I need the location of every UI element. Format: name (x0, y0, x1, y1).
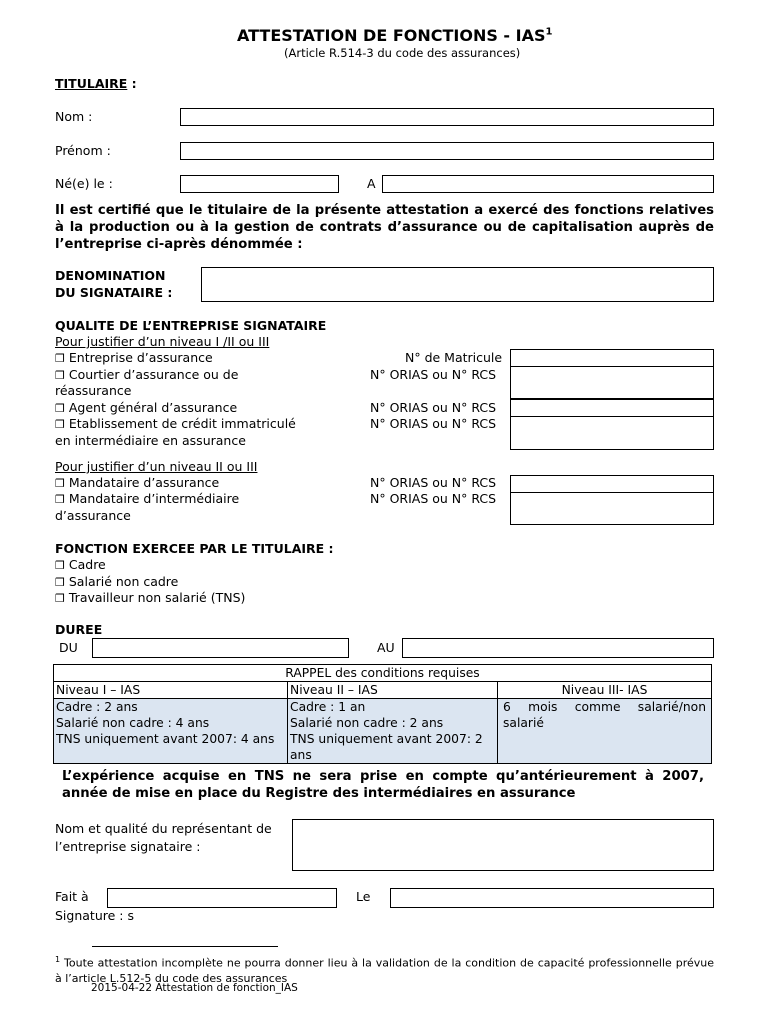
duree-heading: DUREE (55, 622, 103, 637)
birthplace-field[interactable] (382, 175, 714, 193)
checkbox-icon: ❒ (55, 418, 65, 431)
orias-label-mandataire: N° ORIAS ou N° RCS (370, 475, 497, 490)
checkbox-entreprise[interactable]: ❒ Entreprise d’assurance (55, 350, 213, 365)
footnote-ref: 1 (545, 26, 553, 38)
rappel-header-niveau1: Niveau I – IAS (54, 682, 288, 699)
prenom-label: Prénom : (55, 143, 111, 158)
rappel-cell-niveau1: Cadre : 2 ans Salarié non cadre : 4 ans TNS uniquement avant 2007: 4 ans (54, 699, 288, 764)
checkbox-icon: ❒ (55, 592, 65, 605)
checkbox-icon: ❒ (55, 352, 65, 365)
birthplace-label: A (367, 176, 376, 191)
checkbox-etablissement[interactable]: ❒ Etablissement de crédit immatriculé (55, 416, 296, 431)
fonction-heading: FONCTION EXERCEE PAR LE TITULAIRE : (55, 541, 334, 556)
du-label: DU (59, 640, 78, 655)
checkbox-icon: ❒ (55, 402, 65, 415)
denomination-label-2: DU SIGNATAIRE : (55, 285, 173, 300)
nom-label: Nom : (55, 109, 93, 124)
courtier-label-2: réassurance (55, 383, 132, 398)
birthdate-field[interactable] (180, 175, 339, 193)
document-reference: 2015-04-22 Attestation de fonction_IAS (91, 982, 298, 994)
checkbox-icon: ❒ (55, 493, 65, 506)
denomination-label-1: DENOMINATION (55, 268, 166, 283)
orias-label-mandataire-int: N° ORIAS ou N° RCS (370, 491, 497, 506)
orias-field-mandataire-int[interactable] (510, 492, 714, 525)
rappel-cell-niveau3: 6 mois comme salarié/non salarié (498, 699, 712, 764)
orias-field-etablissement[interactable] (510, 416, 714, 450)
etablissement-label-2: en intermédiaire en assurance (55, 433, 246, 448)
le-label: Le (356, 889, 371, 904)
orias-label-agent: N° ORIAS ou N° RCS (370, 400, 497, 415)
checkbox-mandataire[interactable]: ❒ Mandataire d’assurance (55, 475, 220, 490)
rappel-table (53, 664, 712, 764)
orias-field-agent[interactable] (510, 399, 714, 417)
nom-field[interactable] (180, 108, 714, 126)
titulaire-heading: TITULAIRE : (55, 76, 137, 91)
signature-label: Signature : s (55, 908, 134, 923)
footnote-divider (92, 946, 278, 947)
checkbox-salarie[interactable]: ❒ Salarié non cadre (55, 574, 179, 589)
birthdate-label: Né(e) le : (55, 176, 113, 191)
checkbox-mandataire-intermediaire[interactable]: ❒ Mandataire d’intermédiaire (55, 491, 240, 506)
orias-label-courtier: N° ORIAS ou N° RCS (370, 367, 497, 382)
orias-label-etablissement: N° ORIAS ou N° RCS (370, 416, 497, 431)
certification-text: Il est certifié que le titulaire de la présente attestation a exercé des fonctions relatives à la production ou à la gestion de contrats d’assurance ou de capitalisation auprès de l’entreprise ci-après dénommée : (55, 203, 714, 252)
qualite-heading: QUALITE DE L’ENTREPRISE SIGNATAIRE (55, 318, 327, 333)
checkbox-tns[interactable]: ❒ Travailleur non salarié (TNS) (55, 590, 246, 605)
niveau2-label: Pour justifier d’un niveau II ou III (55, 459, 258, 474)
rappel-cell-niveau2: Cadre : 1 an Salarié non cadre : 2 ans TNS uniquement avant 2007: 2 ans (288, 699, 498, 764)
representant-field[interactable] (292, 819, 714, 871)
rappel-header-niveau2: Niveau II – IAS (288, 682, 498, 699)
le-field[interactable] (390, 888, 714, 908)
mandataire-int-label-2: d’assurance (55, 508, 131, 523)
checkbox-agent[interactable]: ❒ Agent général d’assurance (55, 400, 238, 415)
fait-field[interactable] (107, 888, 337, 908)
denomination-field[interactable] (201, 267, 714, 302)
page-subtitle: (Article R.514-3 du code des assurances) (284, 46, 521, 60)
checkbox-icon: ❒ (55, 369, 65, 382)
niveau1-label: Pour justifier d’un niveau I /II ou III (55, 334, 270, 349)
rappel-title: RAPPEL des conditions requises (54, 665, 712, 682)
du-field[interactable] (92, 638, 349, 658)
prenom-field[interactable] (180, 142, 714, 160)
checkbox-icon: ❒ (55, 576, 65, 589)
matricule-field[interactable] (510, 349, 714, 367)
experience-note: L’expérience acquise en TNS ne sera prise en compte qu’antérieurement à 2007, année de mise en place du Registre des intermédiaires en assurance (62, 769, 704, 801)
representant-label-2: l’entreprise signataire : (55, 839, 201, 854)
checkbox-icon: ❒ (55, 477, 65, 490)
page-title: ATTESTATION DE FONCTIONS - IAS$^1$ (237, 26, 553, 45)
fait-label: Fait à (55, 889, 89, 904)
orias-field-courtier[interactable] (510, 366, 714, 399)
checkbox-courtier[interactable]: ❒ Courtier d’assurance ou de (55, 367, 239, 382)
au-label: AU (377, 640, 395, 655)
matricule-label: N° de Matricule (405, 350, 503, 365)
orias-field-mandataire[interactable] (510, 475, 714, 493)
rappel-header-niveau3: Niveau III- IAS (498, 682, 712, 699)
checkbox-icon: ❒ (55, 559, 65, 572)
footnote: $^1$ Toute attestation incomplète ne pourra donner lieu à la validation de la condition de capacité professionnelle prévue à l’article L.512-5 du code des assurances (55, 955, 714, 985)
checkbox-cadre[interactable]: ❒ Cadre (55, 557, 106, 572)
au-field[interactable] (402, 638, 714, 658)
representant-label-1: Nom et qualité du représentant de (55, 821, 272, 836)
